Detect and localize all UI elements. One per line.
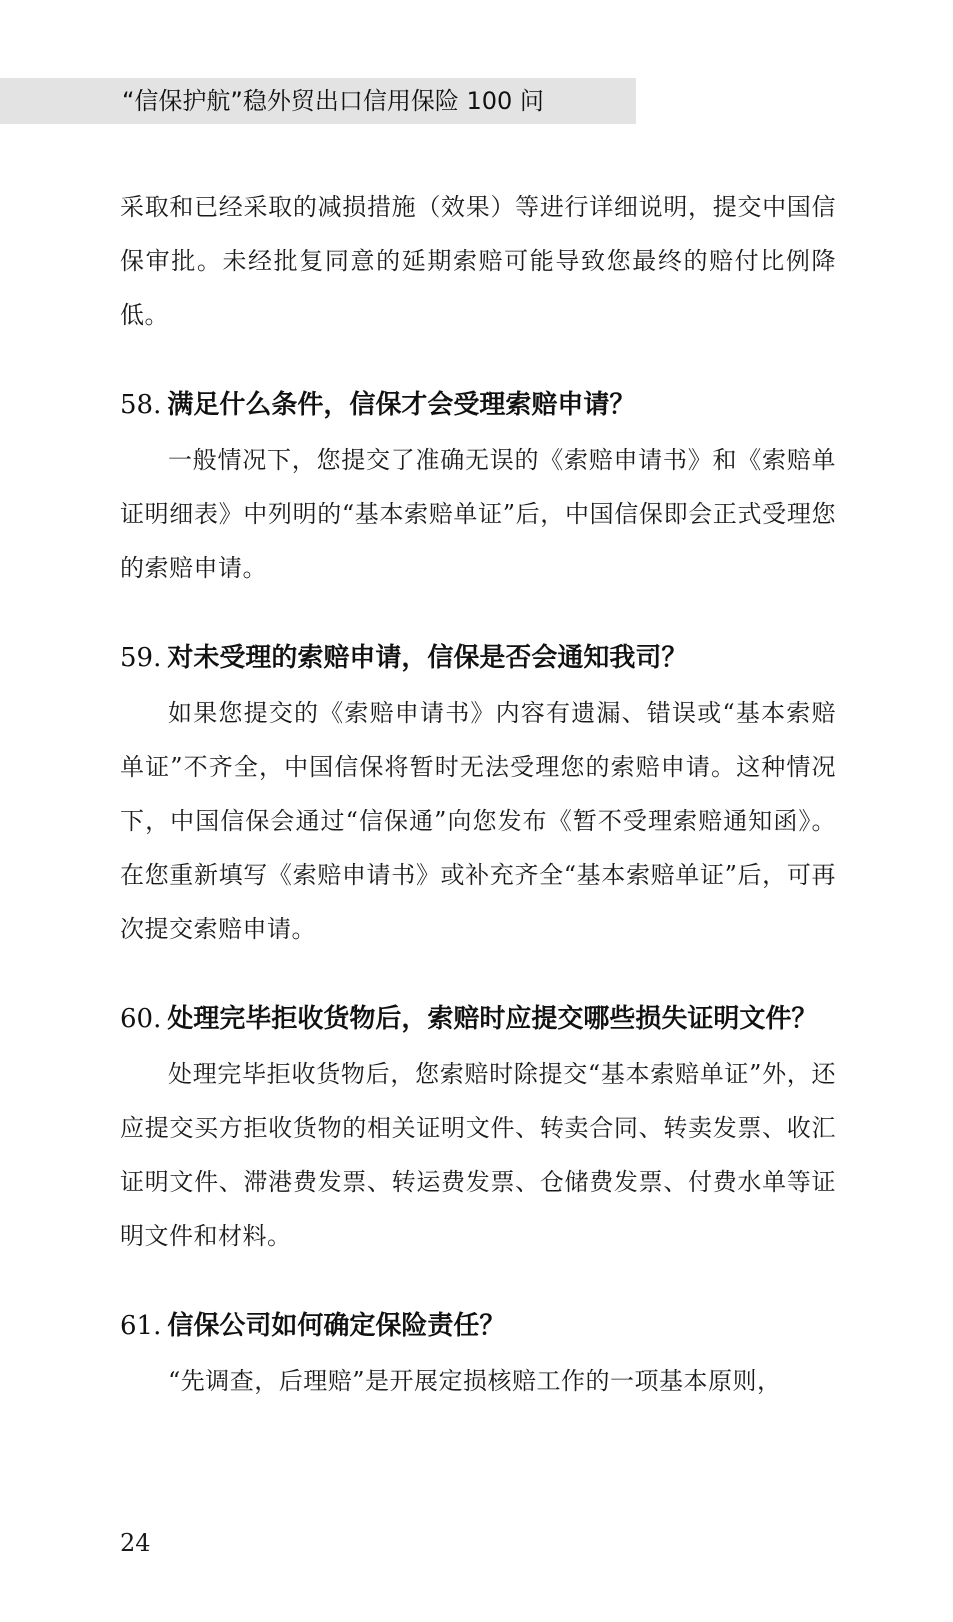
question-title: 信保公司如何确定保险责任？ — [167, 1311, 506, 1341]
answer-paragraph: “先调查，后理赔”是开展定损核赔工作的一项基本原则， — [168, 1367, 782, 1395]
question-number: 60. — [120, 1004, 162, 1034]
question-heading — [120, 630, 836, 686]
continued-paragraph: 采取和已经采取的减损措施（效果）等进行详细说明，提交中国信保审批。未经批复同意的延期索赔可能导致您最终的赔付比例降低。 — [120, 193, 836, 329]
question-59 — [120, 630, 836, 956]
page-number: 24 — [120, 1529, 151, 1557]
question-60 — [120, 991, 836, 1263]
page-content — [120, 180, 836, 1408]
question-number: 58. — [120, 390, 162, 420]
question-number: 59. — [120, 643, 162, 673]
question-heading — [120, 377, 836, 433]
question-heading — [120, 991, 836, 1047]
answer-paragraph: 一般情况下，您提交了准确无误的《索赔申请书》和《索赔单证明细表》中列明的“基本索赔单证”后，中国信保即会正式受理您的索赔申请。 — [120, 446, 836, 582]
answer-paragraph: 如果您提交的《索赔申请书》内容有遗漏、错误或“基本索赔单证”不齐全，中国信保将暂时无法受理您的索赔申请。这种情况下，中国信保会通过“信保通”向您发布《暂不受理索赔通知函》。在您重新填写《索赔申请书》或补充齐全“基本索赔单证”后，可再次提交索赔申请。 — [120, 699, 836, 943]
question-heading — [120, 1298, 836, 1354]
question-number: 61. — [120, 1311, 162, 1341]
answer-paragraph: 处理完毕拒收货物后，您索赔时除提交“基本索赔单证”外，还应提交买方拒收货物的相关证明文件、转卖合同、转卖发票、收汇证明文件、滞港费发票、转运费发票、仓储费发票、付费水单等证明文件和材料。 — [120, 1060, 836, 1250]
question-61 — [120, 1298, 836, 1408]
question-title: 满足什么条件，信保才会受理索赔申请？ — [167, 390, 636, 420]
question-58 — [120, 377, 836, 595]
running-header-title: “信保护航”稳外贸出口信用保险 100 问 — [122, 87, 544, 115]
question-title: 对未受理的索赔申请，信保是否会通知我司？ — [167, 643, 688, 673]
question-title: 处理完毕拒收货物后，索赔时应提交哪些损失证明文件？ — [167, 1004, 818, 1034]
